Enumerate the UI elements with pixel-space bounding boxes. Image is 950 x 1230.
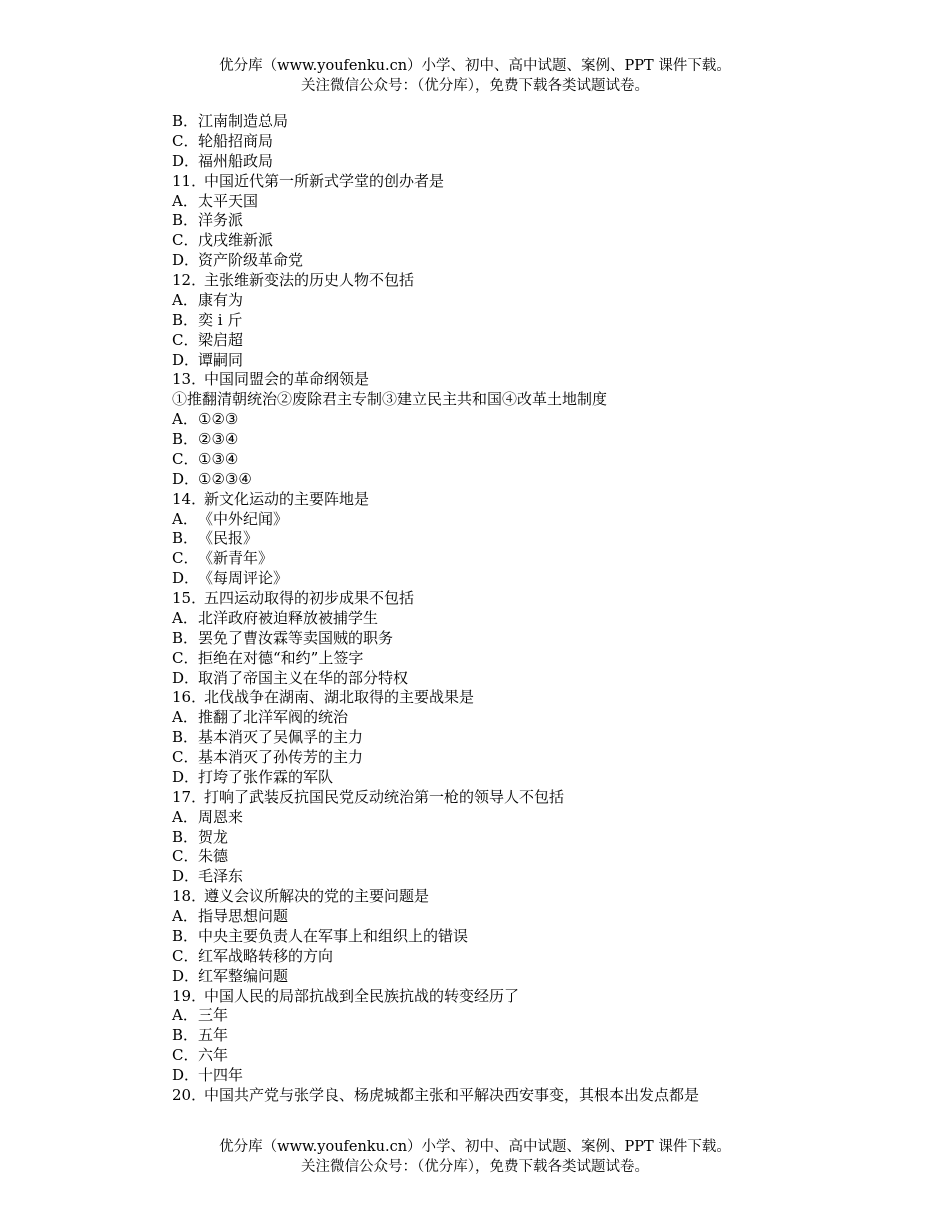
question-stem	[172, 688, 872, 708]
option-text: 北洋政府被迫释放被捕学生	[198, 608, 379, 627]
answer-option	[172, 867, 872, 887]
option-letter: C．	[172, 549, 199, 568]
option-letter: A．	[172, 907, 198, 925]
question-text: 中国共产党与张学良、杨虎城都主张和平解决西安事变，其根本出发点都是	[204, 1085, 700, 1104]
answer-option	[172, 1006, 872, 1026]
option-letter: B．	[172, 112, 199, 130]
option-letter: B．	[172, 728, 199, 747]
option-text: 毛泽东	[198, 867, 244, 886]
answer-option	[172, 549, 872, 569]
option-letter: C．	[172, 847, 199, 866]
option-letter: C．	[172, 946, 199, 965]
question-text: 打响了武装反抗国民党反动统治第一枪的领导人不包括	[204, 787, 565, 806]
option-letter: A．	[172, 410, 198, 429]
option-letter: D．	[172, 668, 200, 687]
option-letter: A．	[172, 608, 198, 627]
option-letter: A．	[172, 509, 198, 528]
question-stem	[172, 987, 872, 1007]
answer-option	[172, 748, 872, 768]
question-stem	[172, 490, 872, 510]
header-line-2: 关注微信公众号：（优分库），免费下载各类试题试卷。	[301, 78, 649, 94]
question-number: 13．	[172, 370, 207, 389]
question-text: 北伐战争在湖南、湖北取得的主要战果是	[204, 688, 475, 707]
question-number: 14．	[172, 489, 207, 508]
question-text: 新文化运动的主要阵地是	[204, 489, 370, 508]
answer-option	[172, 1066, 872, 1086]
question-text: 中国近代第一所新式学堂的创办者是	[204, 171, 445, 190]
option-letter: B．	[172, 430, 199, 448]
option-letter: D．	[172, 867, 200, 886]
question-stem	[172, 887, 872, 907]
option-letter: C．	[172, 648, 199, 667]
question-list	[172, 112, 872, 1106]
option-letter: D．	[172, 966, 200, 985]
option-text: 谭嗣同	[198, 350, 244, 369]
question-text: 中国人民的局部抗战到全民族抗战的转变经历了	[204, 986, 520, 1005]
question-number: 20．	[172, 1085, 207, 1104]
answer-option	[172, 708, 872, 728]
option-text: 红军整编问题	[198, 966, 289, 985]
option-letter: C．	[172, 748, 199, 766]
option-letter: A．	[172, 807, 198, 826]
answer-option	[172, 629, 872, 649]
option-text: 康有为	[198, 290, 244, 309]
option-text: 《每周评论》	[198, 569, 289, 588]
question-number: 15．	[172, 589, 207, 607]
option-text: ②③④	[198, 430, 239, 448]
option-letter: D．	[172, 251, 200, 270]
page-header	[0, 56, 950, 96]
option-letter: A．	[172, 708, 198, 727]
option-letter: C．	[172, 330, 199, 349]
answer-option	[172, 450, 872, 470]
option-text: 基本消灭了孙传芳的主力	[198, 748, 364, 766]
footer-line-1: 优分库（www.youfenku.cn）小学、初中、高中试题、案例、PPT 课件下载。	[219, 1139, 731, 1155]
option-letter: B．	[172, 529, 199, 548]
option-text: 《民报》	[198, 529, 259, 548]
answer-option	[172, 291, 872, 311]
option-letter: D．	[172, 151, 200, 170]
option-text: ①③④	[198, 449, 239, 468]
option-letter: B．	[172, 628, 199, 647]
option-text: 拒绝在对德“和约”上签字	[198, 648, 364, 667]
answer-option	[172, 669, 872, 689]
option-text: 梁启超	[198, 330, 244, 349]
answer-option	[172, 430, 872, 450]
option-text: 轮船招商局	[198, 131, 274, 150]
answer-option	[172, 907, 872, 927]
question-number: 16．	[172, 688, 207, 707]
answer-option	[172, 808, 872, 828]
answer-option	[172, 847, 872, 867]
option-text: 洋务派	[198, 211, 244, 230]
option-text: 贺龙	[198, 827, 229, 846]
answer-option	[172, 1046, 872, 1066]
option-letter: C．	[172, 449, 199, 468]
option-text: ①②③④	[198, 469, 252, 488]
option-letter: C．	[172, 231, 199, 250]
answer-option	[172, 569, 872, 589]
answer-option	[172, 410, 872, 430]
answer-option	[172, 728, 872, 748]
question-number: 17．	[172, 787, 207, 806]
answer-option	[172, 211, 872, 231]
question-number: 18．	[172, 887, 207, 906]
option-text: 资产阶级革命党	[198, 251, 304, 270]
option-text: 《中外纪闻》	[198, 509, 289, 528]
question-number: 12．	[172, 271, 207, 289]
option-letter: C．	[172, 131, 199, 150]
option-text: 红军战略转移的方向	[198, 946, 334, 965]
question-stem	[172, 1086, 872, 1106]
header-line-1: 优分库（www.youfenku.cn）小学、初中、高中试题、案例、PPT 课件下载。	[219, 58, 731, 74]
answer-option	[172, 311, 872, 331]
answer-option	[172, 510, 872, 530]
answer-option	[172, 192, 872, 212]
question-text: 遵义会议所解决的党的主要问题是	[204, 887, 430, 906]
answer-option	[172, 331, 872, 351]
option-text: 取消了帝国主义在华的部分特权	[198, 668, 409, 687]
answer-option	[172, 529, 872, 549]
option-text: 十四年	[198, 1066, 244, 1084]
option-letter: C．	[172, 1046, 199, 1065]
option-text: 朱德	[198, 847, 229, 866]
option-letter: A．	[172, 290, 198, 309]
option-text: 六年	[198, 1046, 229, 1065]
question-stem	[172, 589, 872, 609]
option-letter: D．	[172, 469, 200, 488]
question-number: 11．	[172, 171, 207, 190]
option-text: 打垮了张作霖的军队	[198, 767, 334, 786]
option-text: ①②③	[198, 410, 239, 429]
footer-line-2: 关注微信公众号：（优分库），免费下载各类试题试卷。	[301, 1159, 649, 1175]
question-stem	[172, 788, 872, 808]
question-stem	[172, 370, 872, 390]
option-text: 五年	[198, 1026, 229, 1045]
statement-list: ①推翻清朝统治②废除君主专制③建立民主共和国④改革土地制度	[172, 390, 608, 409]
option-text: 《新青年》	[198, 549, 274, 568]
option-text: 江南制造总局	[198, 112, 289, 130]
option-text: 福州船政局	[198, 151, 274, 170]
question-stem	[172, 271, 872, 291]
option-letter: B．	[172, 827, 199, 846]
answer-option	[172, 251, 872, 271]
question-text: 中国同盟会的革命纲领是	[204, 370, 370, 389]
question-stem	[172, 172, 872, 192]
option-letter: B．	[172, 310, 199, 329]
option-letter: B．	[172, 1026, 199, 1045]
option-text: 基本消灭了吴佩孚的主力	[198, 728, 364, 747]
option-text: 推翻了北洋军阀的统治	[198, 708, 349, 727]
option-letter: D．	[172, 767, 200, 786]
option-text: 周恩来	[198, 807, 244, 826]
option-letter: B．	[172, 926, 199, 945]
answer-option	[172, 1026, 872, 1046]
answer-option	[172, 828, 872, 848]
option-text: 罢免了曹汝霖等卖国贼的职务	[198, 628, 394, 647]
option-letter: A．	[172, 1006, 198, 1025]
option-letter: B．	[172, 211, 199, 230]
option-text: 中央主要负责人在军事上和组织上的错误	[198, 926, 469, 945]
answer-option	[172, 609, 872, 629]
option-text: 三年	[198, 1006, 229, 1025]
question-text: 五四运动取得的初步成果不包括	[204, 589, 415, 607]
answer-option	[172, 947, 872, 967]
answer-option	[172, 231, 872, 251]
answer-option	[172, 132, 872, 152]
option-text: 指导思想问题	[198, 907, 289, 925]
option-text: 太平天国	[198, 191, 259, 210]
option-letter: D．	[172, 1066, 200, 1084]
answer-option	[172, 649, 872, 669]
answer-option	[172, 967, 872, 987]
page-footer	[0, 1137, 950, 1177]
answer-option	[172, 470, 872, 490]
option-letter: D．	[172, 350, 200, 369]
option-text: 戊戌维新派	[198, 231, 274, 250]
option-letter: D．	[172, 569, 200, 588]
answer-option	[172, 927, 872, 947]
question-number: 19．	[172, 986, 207, 1005]
answer-option	[172, 112, 872, 132]
option-text: 奕 i 斤	[198, 310, 243, 329]
answer-option	[172, 152, 872, 172]
option-letter: A．	[172, 191, 198, 210]
question-text: 主张维新变法的历史人物不包括	[204, 271, 415, 289]
answer-option	[172, 768, 872, 788]
answer-option	[172, 351, 872, 371]
